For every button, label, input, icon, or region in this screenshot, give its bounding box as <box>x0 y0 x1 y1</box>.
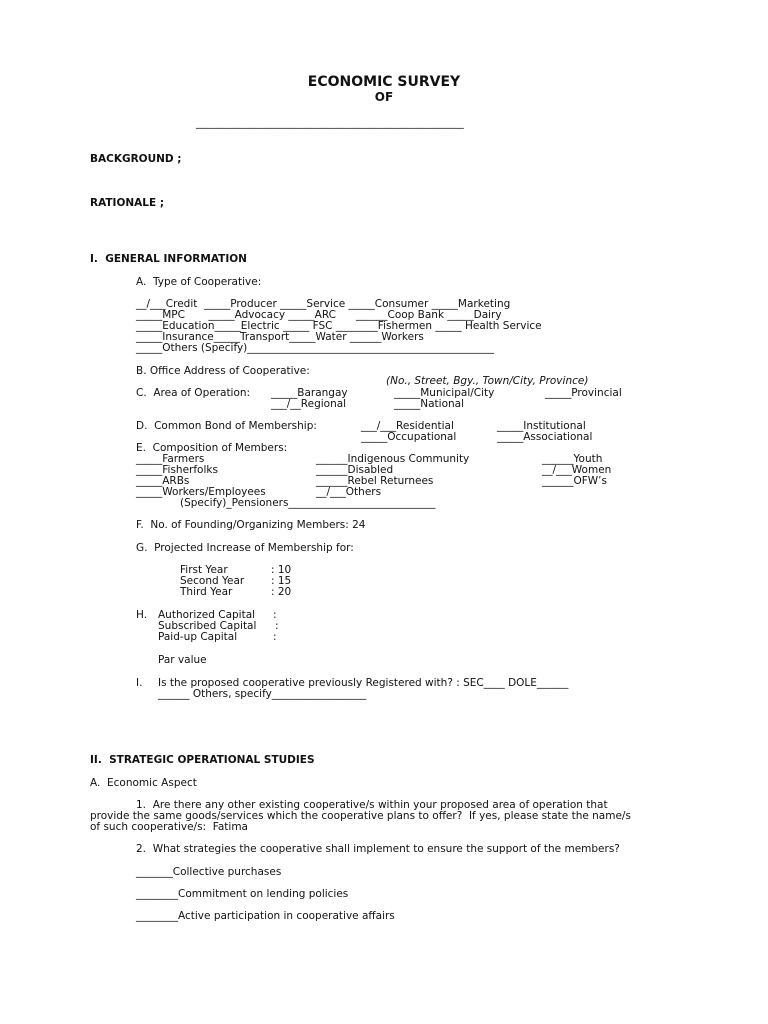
projected-year-value: : 20 <box>271 586 292 598</box>
type-of-cooperative-label: A. Type of Cooperative: <box>136 276 262 288</box>
projected-year-label: Second Year <box>180 575 245 587</box>
par-value-label: Par value <box>158 654 207 666</box>
economic-aspect-label: A. Economic Aspect <box>90 777 197 789</box>
composition-item: ______Indigenous Community <box>316 453 470 465</box>
type-line: _____Insurance_____Transport_____Water ______Workers <box>136 331 424 343</box>
composition-item: _____Fisherfolks <box>136 464 218 476</box>
question-1-line: of such cooperative/s: Fatima <box>90 821 248 833</box>
composition-label: E. Composition of Members: <box>136 442 288 454</box>
type-line: _____Others (Specify)_______________________________________________ <box>136 342 495 354</box>
bond-institutional: _____Institutional <box>497 420 586 432</box>
document-title: ECONOMIC SURVEY <box>307 74 461 90</box>
question-1-line: 1. Are there any other existing cooperative/s within your proposed area of operation that <box>136 799 608 811</box>
registration-marker: I. <box>136 677 143 689</box>
capital-value: : <box>273 609 277 621</box>
bond-associational: _____Associational <box>497 431 593 443</box>
bond-residential: ___/___Residential <box>361 420 454 432</box>
type-line: _____Education_____Electric _____ FSC ________Fishermen _____ Health Service <box>136 320 542 332</box>
projected-year-label: First Year <box>180 564 228 576</box>
composition-item: _____ARBs <box>136 475 190 487</box>
capital-value: : <box>275 620 279 632</box>
title-blank-line: ___________________________________________________ <box>196 117 464 129</box>
capital-marker: H. <box>136 609 148 621</box>
rationale-heading: RATIONALE ; <box>90 197 165 209</box>
strategy-option: _______Collective purchases <box>136 866 282 878</box>
projected-year-value: : 15 <box>271 575 292 587</box>
question-1-line: provide the same goods/services which the cooperative plans to offer? If yes, please state the name/s <box>90 810 631 822</box>
question-2: 2. What strategies the cooperative shall implement to ensure the support of the members? <box>136 843 620 855</box>
type-line: _____MPC _____Advocacy _____ARC ______Coop Bank _____Dairy <box>136 309 502 321</box>
capital-value: : <box>273 631 277 643</box>
area-regional: ___/__Regional <box>271 398 347 410</box>
registration-question: Is the proposed cooperative previously Registered with? : SEC____ DOLE______ <box>158 677 569 689</box>
area-national: _____National <box>394 398 465 410</box>
capital-label: Paid-up Capital <box>158 631 238 643</box>
composition-item: _____Farmers <box>136 453 205 465</box>
composition-item: ______Disabled <box>316 464 394 476</box>
area-municipal: _____Municipal/City <box>394 387 495 399</box>
composition-item: __/___Women <box>542 464 612 476</box>
projected-year-value: : 10 <box>271 564 292 576</box>
capital-label: Authorized Capital <box>158 609 256 621</box>
background-heading: BACKGROUND ; <box>90 153 182 165</box>
composition-item: _____Workers/Employees <box>136 486 266 498</box>
section-general-information-heading: I. GENERAL INFORMATION <box>90 253 247 265</box>
strategy-option: ________Active participation in cooperative affairs <box>136 910 395 922</box>
address-hint: (No., Street, Bgy., Town/City, Province) <box>386 375 589 387</box>
capital-label: Subscribed Capital <box>158 620 257 632</box>
section-strategic-studies-heading: II. STRATEGIC OPERATIONAL STUDIES <box>90 754 315 766</box>
common-bond-label: D. Common Bond of Membership: <box>136 420 317 432</box>
strategy-option: ________Commitment on lending policies <box>136 888 349 900</box>
area-provincial: _____Provincial <box>545 387 622 399</box>
composition-item: ______Rebel Returnees <box>316 475 434 487</box>
founding-members: F. No. of Founding/Organizing Members: 24 <box>136 519 366 531</box>
area-of-operation-label: C. Area of Operation: <box>136 387 251 399</box>
composition-item: ______Youth <box>542 453 603 465</box>
projected-year-label: Third Year <box>180 586 233 598</box>
composition-item: ______OFW’s <box>542 475 607 487</box>
composition-specify: (Specify)_Pensioners____________________________ <box>180 497 436 509</box>
area-barangay: _____Barangay <box>271 387 348 399</box>
office-address-label: B. Office Address of Cooperative: <box>136 365 310 377</box>
type-line: __/___Credit _____Producer _____Service _____Consumer _____Marketing <box>136 298 511 310</box>
projected-increase-label: G. Projected Increase of Membership for: <box>136 542 354 554</box>
bond-occupational: _____Occupational <box>361 431 457 443</box>
composition-item: __/___Others <box>316 486 382 498</box>
document-title-of: OF <box>374 90 394 104</box>
registration-others: ______ Others, specify__________________ <box>158 688 367 700</box>
